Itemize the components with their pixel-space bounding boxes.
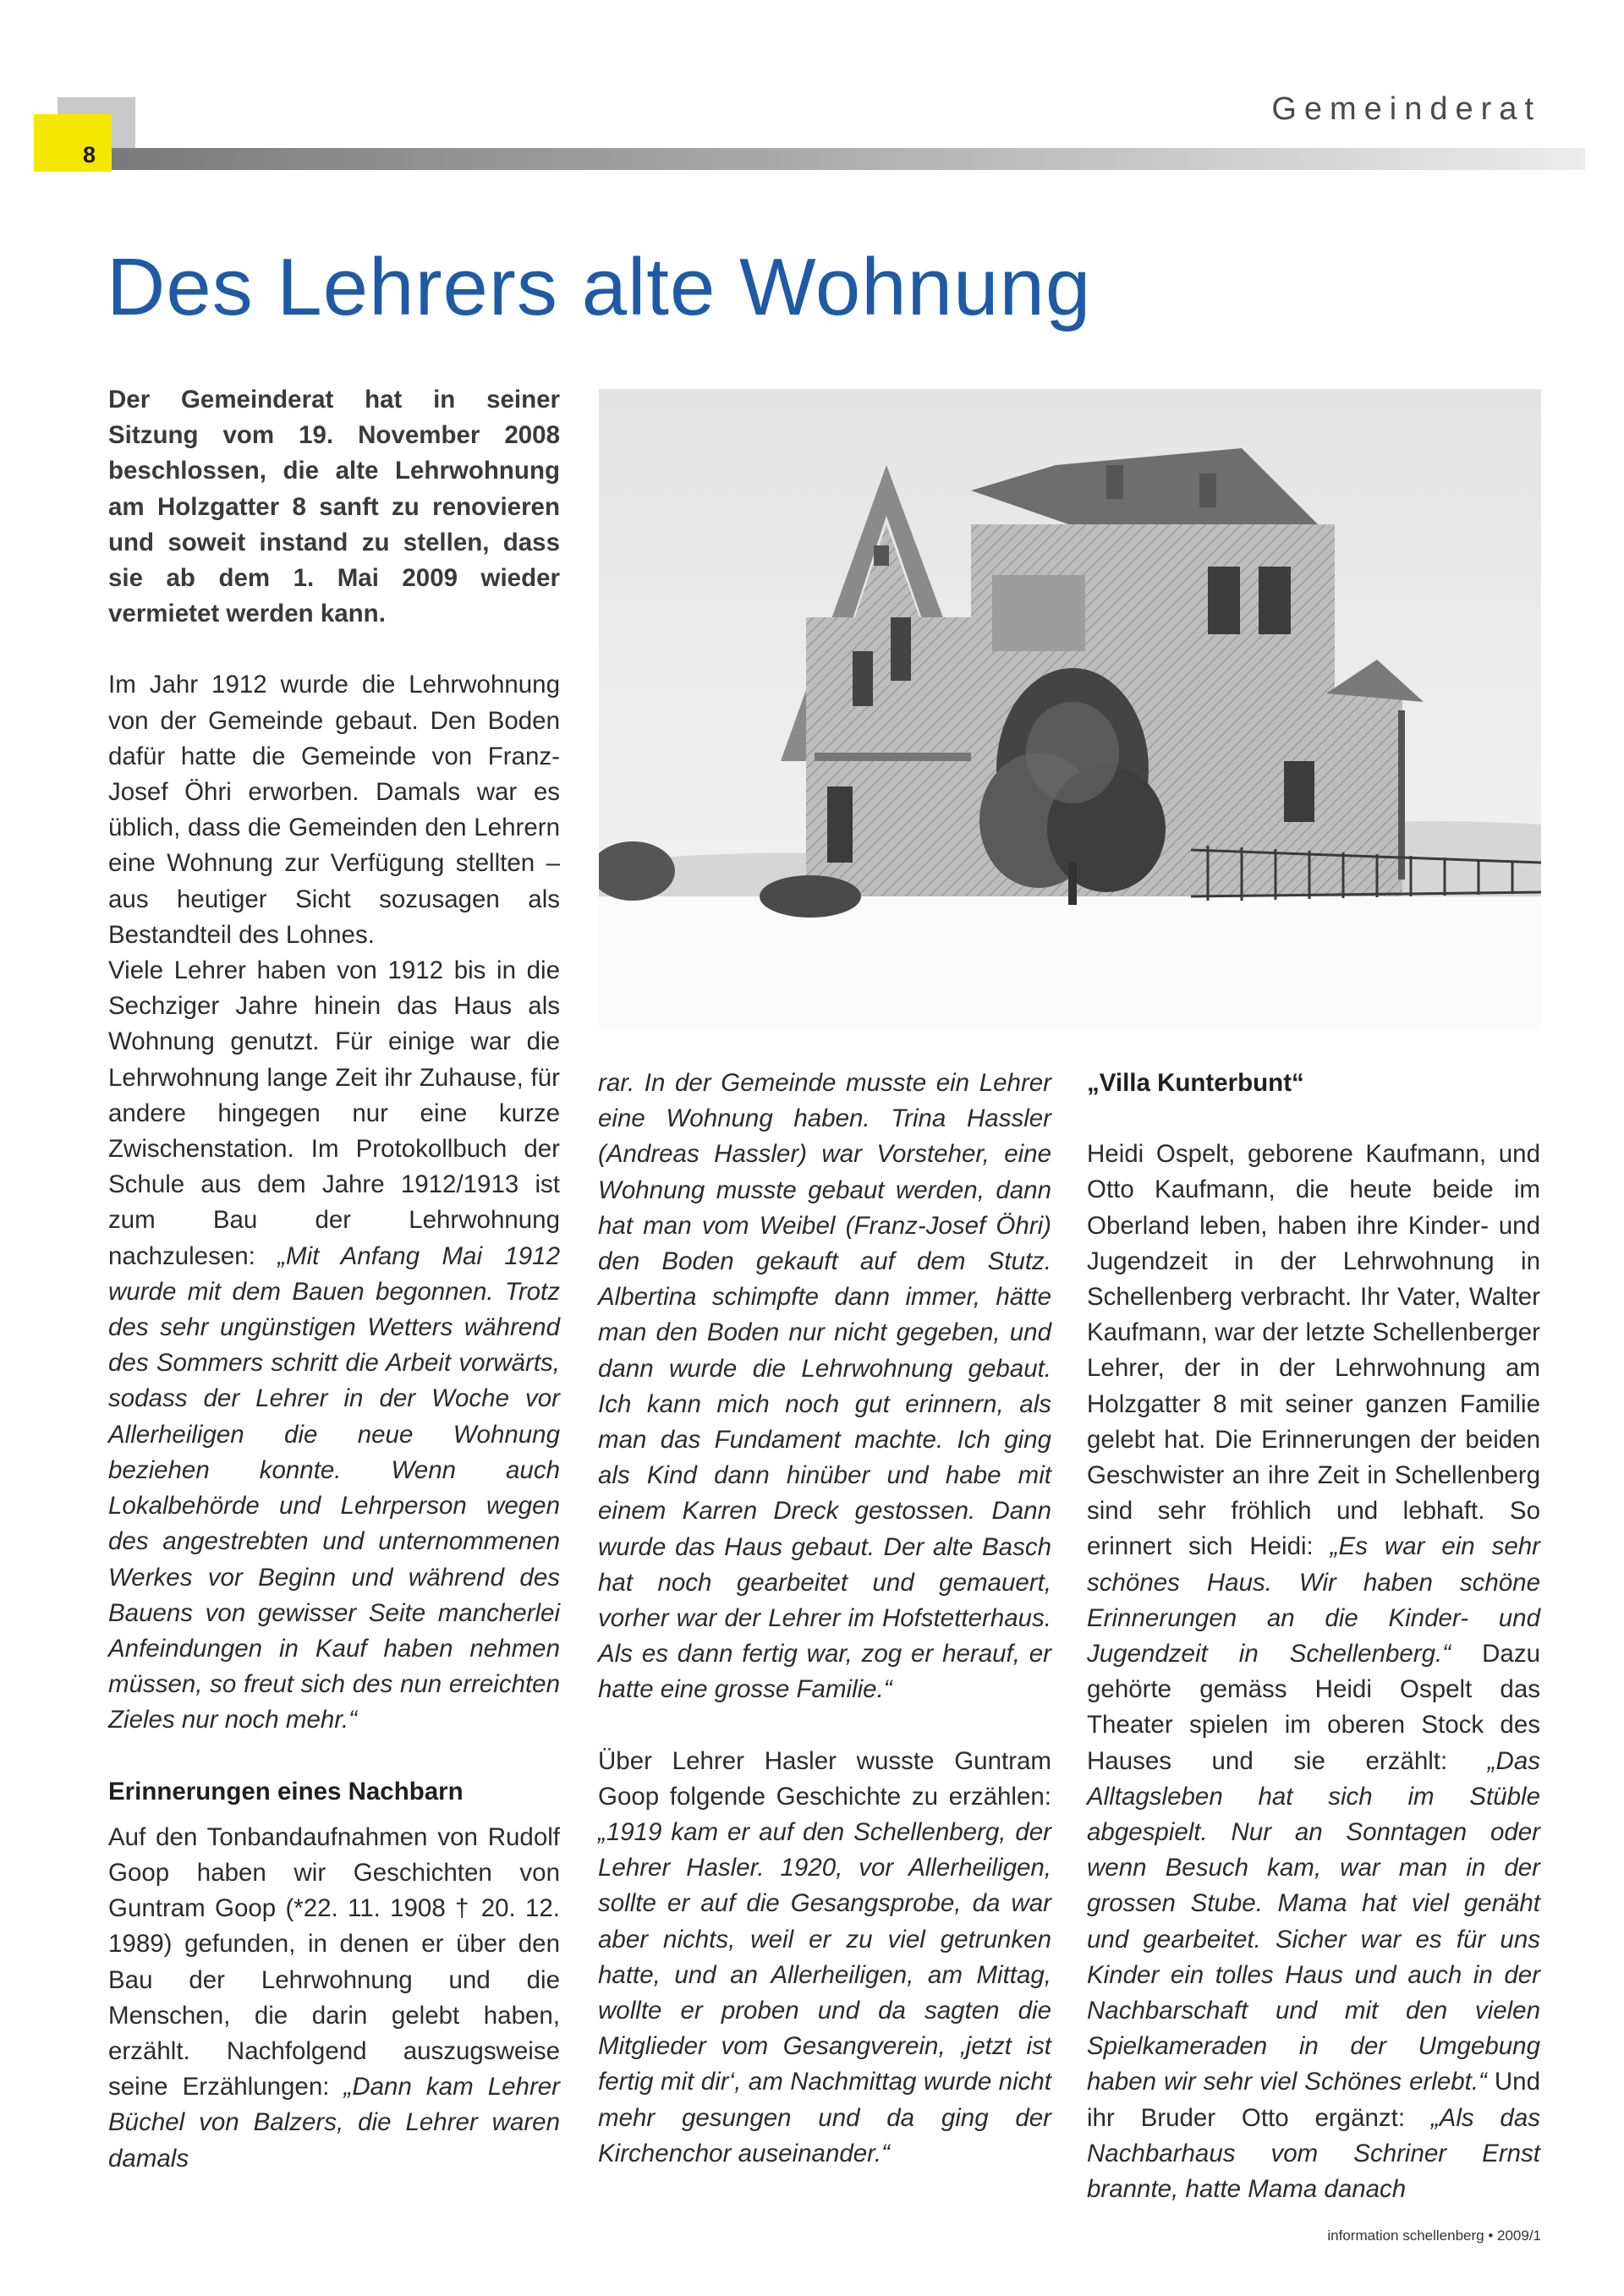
footer-text: information schellenberg • 2009/1 (1327, 2228, 1541, 2244)
subheading: Erinnerungen eines Nachbarn (108, 1777, 464, 1806)
quote: „Das Alltagsleben hat sich im Stüble abgespielt. Nur an Sonntagen oder wenn Besuch kam, war man in der grossen Stube. Mama hat viel genäht und gearbeitet. Sicher war es für uns Kinder ein tolles Haus und auch in der Nachbarschaft und mit den vielen Spielkameraden in der Umgebung haben wir sehr viel Schönes erlebt.“ (1087, 1746, 1540, 2096)
article-title: Des Lehrers alte Wohnung (107, 242, 1092, 332)
quote: „Dann kam Lehrer Büchel von Balzers, die Lehrer waren damals (108, 2073, 561, 2173)
header-decoration-yellow (34, 114, 112, 172)
body-paragraph: Auf den Tonbandaufnahmen von Rudolf Goop haben wir Geschichten von Guntram Goop (*22. 11. 1908 † 20. 12. 1989) gefunden, in denen er über den Bau der Lehrwohnung und die Menschen, die darin gelebt haben, erzählt. Nachfolgend auszugsweise seine Erzählungen: „Dann kam Lehrer Büchel von Balzers, die Lehrer waren damals (108, 1822, 561, 2173)
quote: „Als das Nachbarhaus vom Schriner Ernst brannte, hatte Mama danach (1087, 2103, 1540, 2204)
body-paragraph: Über Lehrer Hasler wusste Guntram Goop folgende Geschichte zu erzählen: „1919 kam er auf den Schellenberg, der Lehrer Hasler. 1920, vor Allerheiligen, sollte er auf die Gesangsprobe, da war aber nichts, weil er zu viel getrunken hatte, und an Allerheiligen, am Mittag, wollte er proben und da sagten die Mitglieder vom Gesangverein, ‚jetzt ist fertig mit dir‘, am Nachmittag wurde nicht mehr gesungen und da ging der Kirchenchor auseinander.“ (598, 1746, 1051, 2167)
column-3 (1087, 1066, 1540, 2207)
quote: „1919 kam er auf den Schellenberg, der Lehrer Hasler. 1920, vor Allerheiligen, sollte er auf die Gesangsprobe, da war aber nichts, weil er zu viel getrunken hatte, und an Allerheiligen, am Mittag, wollte er proben und da sagten die Mitglieder vom Gesangverein, ‚jetzt ist fertig mit dir‘, am Nachmittag wurde nicht mehr gesungen und da ging der Kirchenchor auseinander.“ (598, 1818, 1051, 2167)
body-paragraph: Viele Lehrer haben von 1912 bis in die Sechziger Jahre hinein das Haus als Wohnung genutzt. Für einige war die Lehrwohnung lange Zeit ihr Zuhause, für andere hingegen nur eine kurze Zwischenstation. Im Protokollbuch der Schule aus dem Jahre 1912/1913 ist zum Bau der Lehrwohnung nachzulesen: „Mit Anfang Mai 1912 wurde mit dem Bauen begonnen. Trotz des sehr ungünstigen Wetters während des Sommers schritt die Arbeit vorwärts, sodass der Lehrer in der Woche vor Allerheiligen die neue Wohnung beziehen konnte. Wenn auch Lokalbehörde und Lehrperson wegen des angestrebten und unternommenen Werkes vor Beginn und während des Bauens von gewisser Seite mancherlei Anfeindungen in Kauf haben nehmen müssen, so freut sich des nun erreichten Zieles nur noch mehr.“ (108, 956, 560, 1734)
body-paragraph: Heidi Ospelt, geborene Kaufmann, und Otto Kaufmann, die heute beide im Oberland leben, haben ihre Kinder- und Jugendzeit in der Lehrwohnung in Schellenberg verbracht. Ihr Vater, Walter Kaufmann, war der letzte Schellenberger Lehrer, der in der Lehrwohnung am Holzgatter 8 mit seiner ganzen Familie gelebt hat. Die Erinnerungen der beiden Geschwister an ihre Zeit in Schellenberg sind sehr fröhlich und lebhaft. So erinnert sich Heidi: „Es war ein sehr schönes Haus. Wir haben schöne Erinnerungen an die Kinder- und Jugendzeit in Schellenberg.“ Dazu gehörte gemäss Heidi Ospelt das Theater spielen im oberen Stock des Hauses und sie erzählt: „Das Alltagsleben hat sich im Stüble abgespielt. Nur an Sonntagen oder wenn Besuch kam, war man in der grossen Stube. Mama hat viel genäht und gearbeitet. Sicher war es für uns Kinder ein tolles Haus und auch in der Nachbarschaft und mit den vielen Spielkameraden in der Umgebung haben wir sehr viel Schönes erlebt.“ Und ihr Bruder Otto ergänzt: „Als das Nachbarhaus vom Schriner Ernst brannte, hatte Mama danach (1087, 1140, 1540, 2204)
header-bar (112, 148, 1585, 170)
body-paragraph: Im Jahr 1912 wurde die Lehrwohnung von der Gemeinde gebaut. Den Boden dafür hatte die Gemeinde von Franz-Josef Öhri erworben. Damals war es üblich, dass die Gemeinden den Lehrern eine Wohnung zur Verfügung stellten – aus heutiger Sicht sozusagen als Bestandteil des Lohnes. (108, 671, 560, 949)
page-number: 8 (83, 142, 96, 167)
column-1 (108, 382, 560, 2177)
section-title: Gemeinderat (1271, 91, 1541, 127)
lead-paragraph: Der Gemeinderat hat in seiner Sitzung vom 19. November 2008 beschlossen, die alte Lehrwohnung am Holzgatter 8 sanft zu renovieren und soweit instand zu stellen, dass sie ab dem 1. Mai 2009 wieder vermietet werden kann. (108, 386, 560, 628)
quote: „Mit Anfang Mai 1912 wurde mit dem Bauen begonnen. Trotz des sehr ungünstigen Wetters während des Sommers schritt die Arbeit vorwärts, sodass der Lehrer in der Woche vor Allerheiligen die neue Wohnung beziehen konnte. Wenn auch Lokalbehörde und Lehrperson wegen des angestrebten und unternommenen Werkes vor Beginn und während des Bauens von gewisser Seite mancherlei Anfeindungen in Kauf haben nehmen müssen, so freut sich des nun erreichten Zieles nur noch mehr.“ (108, 1241, 560, 1734)
column-2 (598, 1066, 1051, 2172)
subheading: „Villa Kunterbunt“ (1087, 1069, 1304, 1097)
house-photo (599, 389, 1541, 1030)
quote: „Es war ein sehr schönes Haus. Wir haben schöne Erinnerungen an die Kinder- und Jugendzeit in Schellenberg.“ (1087, 1532, 1540, 1669)
quote: rar. In der Gemeinde musste ein Lehrer eine Wohnung haben. Trina Hassler (Andreas Hassler) war Vorsteher, eine Wohnung musste gebaut werden, dann hat man vom Weibel (Franz-Josef Öhri) den Boden gekauft auf dem Stutz. Albertina schimpfte dann immer, hätte man den Boden nur nicht gegeben, und dann wurde die Lehrwohnung gebaut. Ich kann mich noch gut erinnern, als man das Fundament machte. Ich ging als Kind dann hinüber und habe mit einem Karren Dreck gestossen. Dann wurde das Haus gebaut. Der alte Basch hat noch gearbeitet und gemauert, vorher war der Lehrer im Hofstetterhaus. Als es dann fertig war, zog er herauf, er hatte eine grosse Familie.“ (598, 1069, 1051, 1704)
house-photo-image (599, 389, 1541, 1030)
